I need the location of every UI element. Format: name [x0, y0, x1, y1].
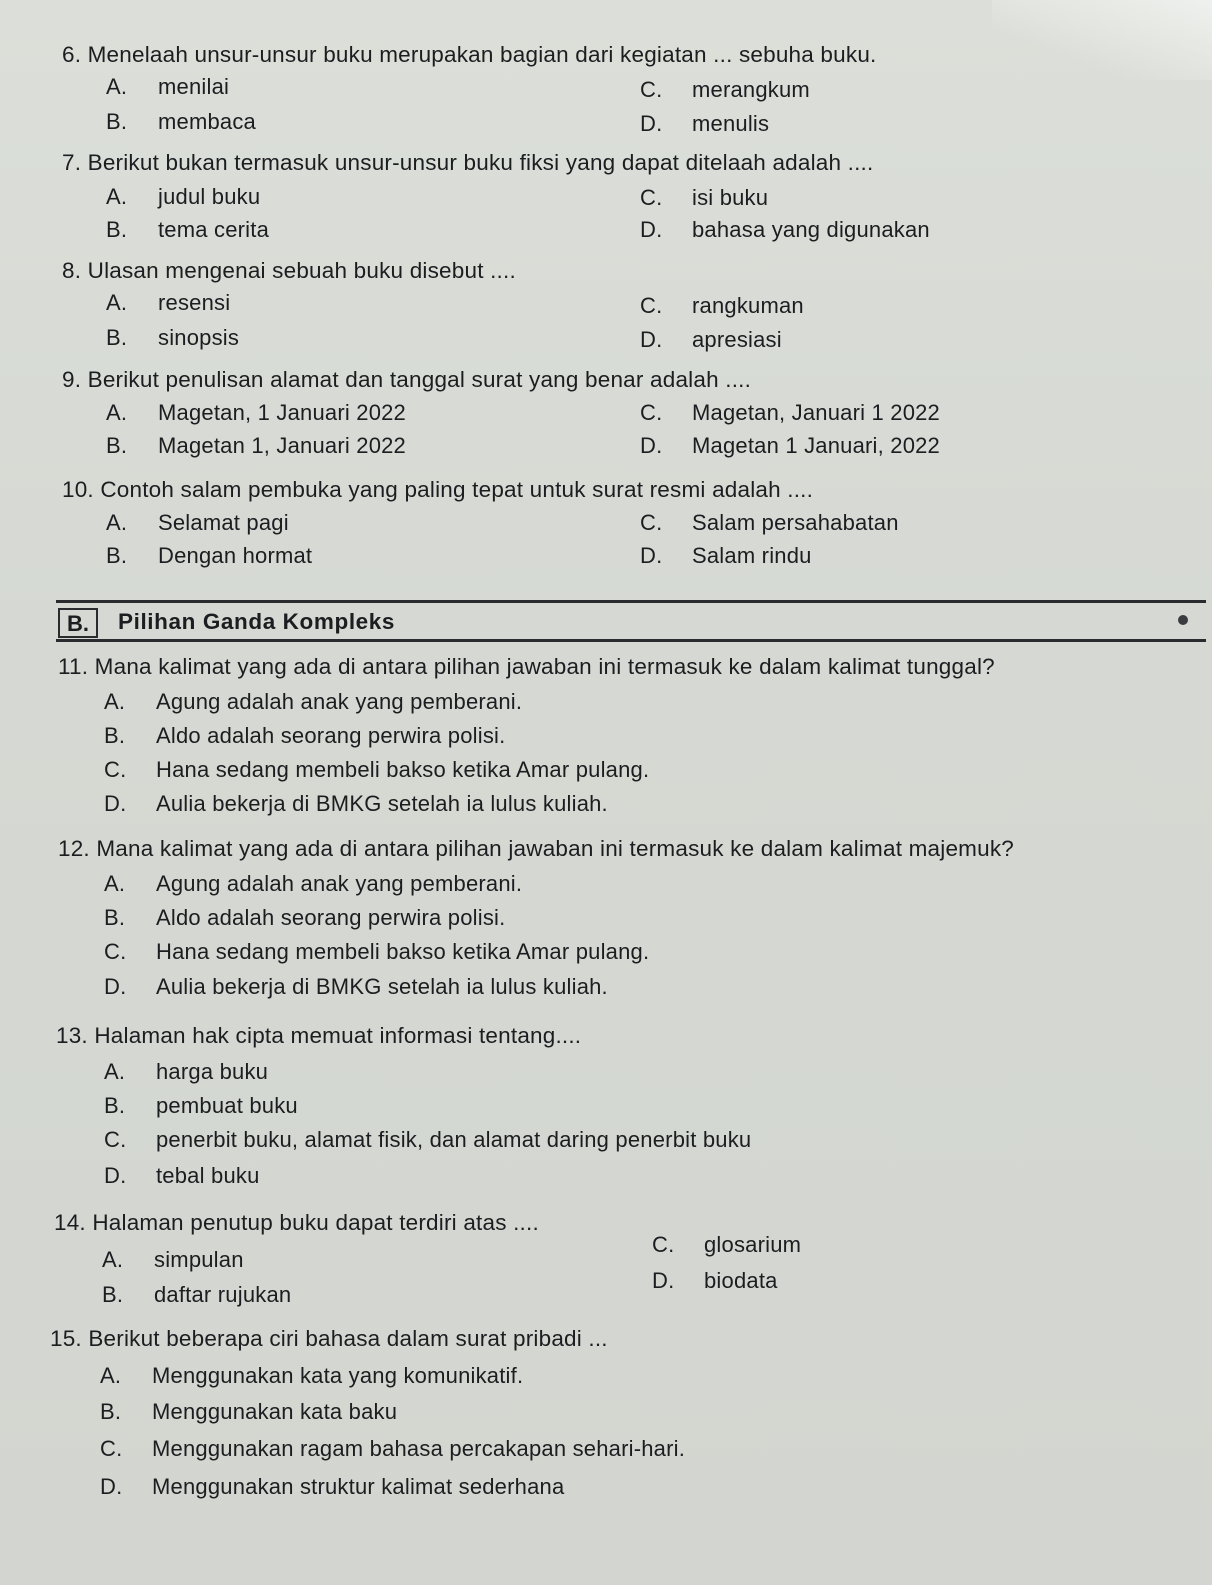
section-title: Pilihan Ganda Kompleks	[118, 609, 396, 634]
option-b[interactable]: B. daftar rujukan	[102, 1282, 292, 1307]
option-a[interactable]: A. Selamat pagi	[106, 510, 289, 535]
option-c[interactable]: C. Hana sedang membeli bakso ketika Amar pulang.	[104, 939, 650, 964]
section-header	[56, 600, 1206, 642]
option-c[interactable]: C. Magetan, Januari 1 2022	[640, 400, 940, 425]
option-d[interactable]: D. bahasa yang digunakan	[640, 217, 930, 242]
option-a[interactable]: A. judul buku	[106, 184, 261, 209]
option-a[interactable]: A. Agung adalah anak yang pemberani.	[104, 689, 523, 714]
question-text: 12. Mana kalimat yang ada di antara pilihan jawaban ini termasuk ke dalam kalimat majemuk?	[58, 836, 1014, 861]
question-text: 9. Berikut penulisan alamat dan tanggal surat yang benar adalah ....	[62, 367, 752, 392]
light-glare	[992, 0, 1212, 80]
option-a[interactable]: A. Menggunakan kata yang komunikatif.	[100, 1363, 524, 1388]
section-letter: B.	[58, 608, 98, 638]
question-text: 7. Berikut bukan termasuk unsur-unsur buku fiksi yang dapat ditelaah adalah ....	[62, 150, 874, 175]
question-text: 6. Menelaah unsur-unsur buku merupakan bagian dari kegiatan ... sebuha buku.	[62, 42, 877, 67]
option-a[interactable]: A. menilai	[106, 74, 230, 99]
option-d[interactable]: D. tebal buku	[104, 1163, 260, 1188]
option-d[interactable]: D. Magetan 1 Januari, 2022	[640, 433, 940, 458]
option-d[interactable]: D. Menggunakan struktur kalimat sederhana	[100, 1474, 565, 1499]
question-text: 8. Ulasan mengenai sebuah buku disebut ....	[62, 258, 516, 283]
option-a[interactable]: A. harga buku	[104, 1059, 269, 1084]
option-b[interactable]: B. Aldo adalah seorang perwira polisi.	[104, 723, 506, 748]
question-text: 13. Halaman hak cipta memuat informasi tentang....	[56, 1023, 582, 1048]
option-a[interactable]: A. simpulan	[102, 1247, 244, 1272]
question-text: 10. Contoh salam pembuka yang paling tepat untuk surat resmi adalah ....	[62, 477, 814, 502]
option-c[interactable]: C. penerbit buku, alamat fisik, dan alamat daring penerbit buku	[104, 1127, 752, 1152]
option-b[interactable]: B. Dengan hormat	[106, 543, 313, 568]
option-b[interactable]: B. tema cerita	[106, 217, 270, 242]
option-b[interactable]: B. Magetan 1, Januari 2022	[106, 433, 406, 458]
option-a[interactable]: A. Agung adalah anak yang pemberani.	[104, 871, 523, 896]
option-d[interactable]: D. Salam rindu	[640, 543, 812, 568]
option-b[interactable]: B. sinopsis	[106, 325, 240, 350]
question-text: 15. Berikut beberapa ciri bahasa dalam surat pribadi ...	[50, 1326, 608, 1351]
question-text: 11. Mana kalimat yang ada di antara pilihan jawaban ini termasuk ke dalam kalimat tunggal?	[58, 654, 995, 679]
option-a[interactable]: A. Magetan, 1 Januari 2022	[106, 400, 406, 425]
option-c[interactable]: C. rangkuman	[640, 293, 804, 318]
option-d[interactable]: D. biodata	[652, 1268, 778, 1293]
option-d[interactable]: D. apresiasi	[640, 327, 782, 352]
question-text: 14. Halaman penutup buku dapat terdiri atas ....	[54, 1210, 539, 1235]
option-b[interactable]: B. pembuat buku	[104, 1093, 298, 1118]
option-b[interactable]: B. membaca	[106, 109, 256, 134]
option-d[interactable]: D. Aulia bekerja di BMKG setelah ia lulus kuliah.	[104, 791, 608, 816]
option-c[interactable]: C. isi buku	[640, 185, 769, 210]
option-c[interactable]: C. Menggunakan ragam bahasa percakapan sehari-hari.	[100, 1436, 686, 1461]
option-b[interactable]: B. Menggunakan kata baku	[100, 1399, 398, 1424]
dot-icon	[1178, 615, 1188, 625]
option-a[interactable]: A. resensi	[106, 290, 231, 315]
option-c[interactable]: C. glosarium	[652, 1232, 802, 1257]
option-c[interactable]: C. Hana sedang membeli bakso ketika Amar pulang.	[104, 757, 650, 782]
option-d[interactable]: D. menulis	[640, 111, 770, 136]
option-b[interactable]: B. Aldo adalah seorang perwira polisi.	[104, 905, 506, 930]
option-c[interactable]: C. merangkum	[640, 77, 810, 102]
option-c[interactable]: C. Salam persahabatan	[640, 510, 899, 535]
option-d[interactable]: D. Aulia bekerja di BMKG setelah ia lulus kuliah.	[104, 974, 608, 999]
